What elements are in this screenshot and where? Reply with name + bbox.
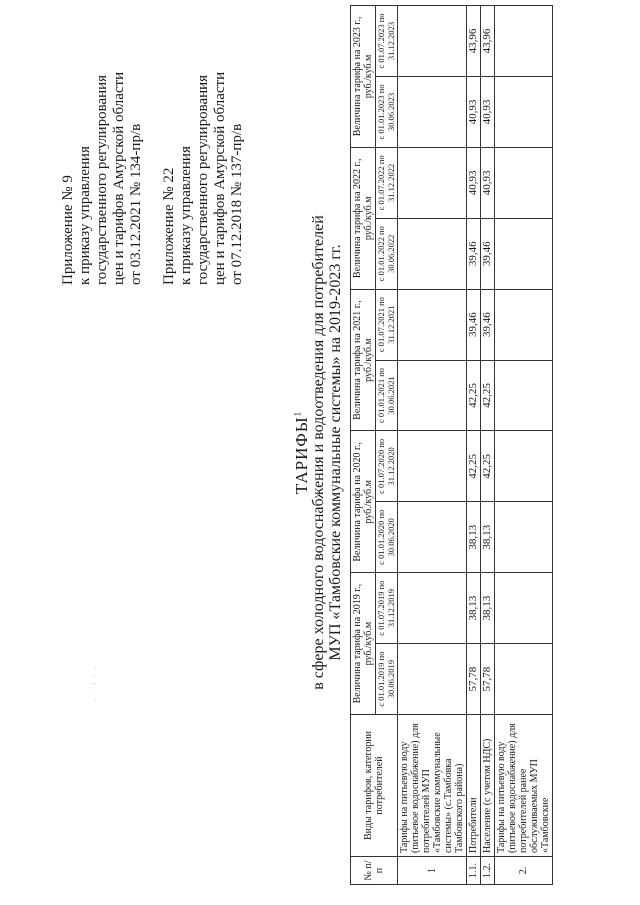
tariff-value: 57,78 (467, 644, 481, 715)
document-subtitle-1: в сфере холодного водоснабжения и водоотведения для потребителей (310, 215, 327, 690)
approval-line: к приказу управления (77, 146, 93, 285)
period-header: с 01.07.2019 по 31.12.2019 (376, 573, 398, 644)
tariff-value: 38,13 (481, 573, 495, 644)
tariff-value (495, 644, 553, 715)
tariff-value (398, 147, 467, 218)
title-footnote-mark: 1 (292, 410, 303, 417)
year-header: Величина тарифа на 2022 г., руб./куб.м (351, 147, 376, 289)
year-header: Величина тарифа на 2023 г., руб./куб.м (351, 6, 376, 148)
approval-line: цен и тарифов Амурской области (111, 71, 127, 285)
col-num-header: № п/п (351, 857, 398, 885)
row-number: 1.2. (481, 857, 495, 885)
table-row (495, 6, 553, 885)
tariff-value (398, 218, 467, 289)
approval-block-1 (60, 25, 145, 285)
approval-line: от 07.12.2018 № 137-пр/в (229, 123, 245, 285)
period-header: с 01.01.2019 по 30.06.2019 (376, 644, 398, 715)
tariff-value: 43,96 (467, 6, 481, 77)
document-title (292, 0, 312, 905)
tariff-value (398, 76, 467, 147)
tariff-value (495, 218, 553, 289)
period-header: с 01.07.2020 по 31.12.2020 (376, 431, 398, 502)
tariff-value: 39,46 (467, 218, 481, 289)
approval-line: цен и тарифов Амурской области (212, 71, 228, 285)
approval-line: Приложение № 22 (161, 167, 177, 285)
tariff-value: 42,25 (467, 360, 481, 431)
tariff-value (495, 573, 553, 644)
tariff-value: 42,25 (467, 431, 481, 502)
tariff-value (495, 147, 553, 218)
table-row (481, 6, 495, 885)
tariff-value (495, 502, 553, 573)
tariff-value (495, 289, 553, 360)
tariff-value (495, 6, 553, 77)
tariff-value: 39,46 (467, 289, 481, 360)
tariff-value (398, 644, 467, 715)
row-number: 1 (398, 857, 467, 885)
tariff-value (398, 360, 467, 431)
tariff-value: 38,13 (467, 502, 481, 573)
row-category: Потребители (467, 715, 481, 857)
row-category: Тарифы на питьевую воду (питьевое водоснабжение) для потребителей ранее обслуживаемых МУП «Тамбовские (495, 715, 553, 857)
approval-block-2 (161, 25, 246, 285)
tariff-value: 40,93 (481, 147, 495, 218)
tariff-value: 38,13 (481, 502, 495, 573)
period-header: с 01.01.2021 по 30.06.2021 (376, 360, 398, 431)
approval-line: от 03.12.2021 № 134-пр/в (128, 123, 144, 285)
approval-line: государственного регулирования (195, 74, 211, 285)
faint-mark: . · : · . (90, 664, 98, 700)
tariff-value: 42,25 (481, 360, 495, 431)
period-header: с 01.01.2020 по 30.06.2020 (376, 502, 398, 573)
tariff-value: 42,25 (481, 431, 495, 502)
tariff-value: 40,93 (467, 147, 481, 218)
tariff-value (398, 502, 467, 573)
period-header: с 01.07.2021 по 31.12.2021 (376, 289, 398, 360)
tariff-value (495, 360, 553, 431)
year-header: Величина тарифа на 2019 г., руб./куб.м (351, 573, 376, 715)
table-row (398, 6, 467, 885)
tariff-value: 43,96 (481, 6, 495, 77)
period-header: с 01.01.2023 по 30.06.2023 (376, 76, 398, 147)
tariff-value (495, 431, 553, 502)
period-header: с 01.07.2022 по 31.12.2022 (376, 147, 398, 218)
tariff-value: 40,93 (467, 76, 481, 147)
table-row (467, 6, 481, 885)
row-number: 2. (495, 857, 553, 885)
tariff-table (350, 5, 553, 885)
approval-line: государственного регулирования (94, 74, 110, 285)
tariff-value (398, 573, 467, 644)
row-category: Тарифы на питьевую воду (питьевое водоснабжение) для потребителей МУП «Тамбовские коммунальные системы» (с.Тамбовка Тамбовского района) (398, 715, 467, 857)
table-header-row (351, 6, 376, 885)
document-subtitle-2: МУП «Тамбовские коммунальные системы» на 2019-2023 гг. (327, 244, 344, 661)
tariff-value (398, 431, 467, 502)
title-text: ТАРИФЫ (292, 416, 311, 495)
tariff-value: 39,46 (481, 218, 495, 289)
approval-line: к приказу управления (178, 146, 194, 285)
tariff-value (495, 76, 553, 147)
tariff-value: 57,78 (481, 644, 495, 715)
tariff-value: 40,93 (481, 76, 495, 147)
period-header: с 01.07.2023 по 31.12.2023 (376, 6, 398, 77)
tariff-value (398, 6, 467, 77)
tariff-value: 38,13 (467, 573, 481, 644)
year-header: Величина тарифа на 2020 г., руб./куб.м (351, 431, 376, 573)
approval-stamps (60, 25, 262, 285)
row-number: 1.1. (467, 857, 481, 885)
tariff-value: 39,46 (481, 289, 495, 360)
year-header: Величина тарифа на 2021 г., руб./куб.м (351, 289, 376, 431)
row-category: Население (с учетом НДС) (481, 715, 495, 857)
period-header: с 01.01.2022 по 30.06.2022 (376, 218, 398, 289)
approval-line: Приложение № 9 (60, 175, 76, 285)
col-kind-header: Виды тарифов, категории потребителей (351, 715, 398, 857)
tariff-value (398, 289, 467, 360)
